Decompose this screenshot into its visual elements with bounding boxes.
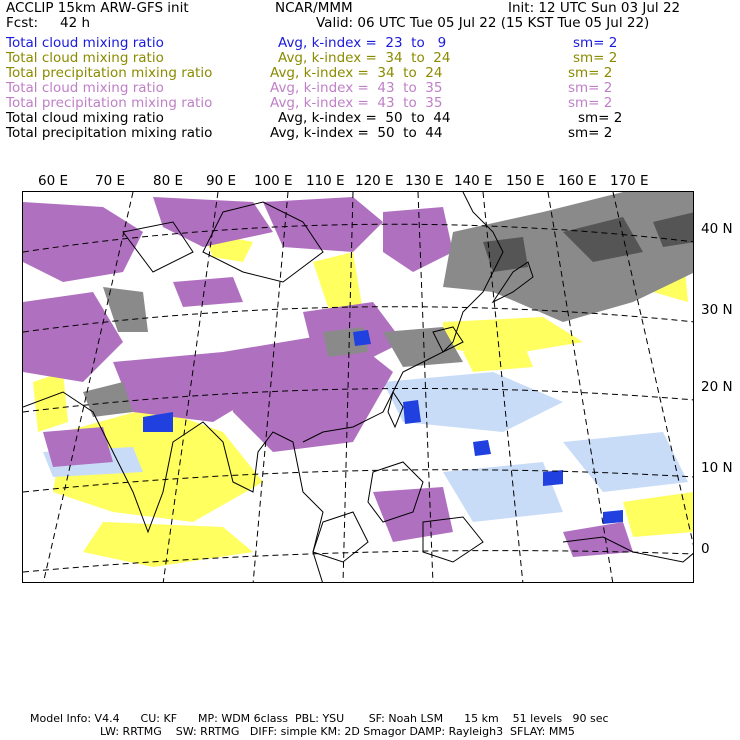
latitude-label: 0: [701, 541, 710, 557]
field-k-index: Avg, k-index = 34 to 24: [278, 50, 451, 66]
fcst-value: 42 h: [60, 15, 91, 31]
latitude-label: 40 N: [701, 221, 733, 237]
fcst-label: Fcst:: [6, 15, 39, 31]
field-name: Total cloud mixing ratio: [6, 35, 164, 51]
field-name: Total cloud mixing ratio: [6, 80, 164, 96]
field-k-index: Avg, k-index = 50 to 44: [278, 110, 451, 126]
field-k-index: Avg, k-index = 23 to 9: [278, 35, 447, 51]
field-k-index: Avg, k-index = 43 to 35: [270, 95, 443, 111]
longitude-label: 130 E: [405, 173, 444, 189]
longitude-label: 110 E: [306, 173, 345, 189]
field-smoothing: sm= 2: [568, 65, 613, 81]
longitude-label: 90 E: [206, 173, 236, 189]
field-smoothing: sm= 2: [573, 35, 618, 51]
field-name: Total cloud mixing ratio: [6, 110, 164, 126]
model-info-line1: Model Info: V4.4 CU: KF MP: WDM 6class PBL: YSU SF: Noah LSM 15 km 51 levels 90 sec: [30, 712, 609, 725]
field-k-index: Avg, k-index = 50 to 44: [270, 125, 443, 141]
field-smoothing: sm= 2: [568, 95, 613, 111]
field-name: Total precipitation mixing ratio: [6, 65, 213, 81]
valid-time: Valid: 06 UTC Tue 05 Jul 22 (15 KST Tue 05 Jul 22): [316, 15, 650, 31]
latitude-label: 20 N: [701, 379, 733, 395]
plot-title: ACCLIP 15km ARW-GFS init: [6, 0, 189, 16]
longitude-label: 150 E: [506, 173, 545, 189]
init-time: Init: 12 UTC Sun 03 Jul 22: [508, 0, 681, 16]
field-smoothing: sm= 2: [573, 50, 618, 66]
longitude-label: 140 E: [454, 173, 493, 189]
field-smoothing: sm= 2: [568, 125, 613, 141]
field-smoothing: sm= 2: [578, 110, 623, 126]
field-name: Total cloud mixing ratio: [6, 50, 164, 66]
latitude-label: 30 N: [701, 302, 733, 318]
longitude-label: 120 E: [355, 173, 394, 189]
field-k-index: Avg, k-index = 34 to 24: [270, 65, 443, 81]
latitude-label: 10 N: [701, 460, 733, 476]
field-k-index: Avg, k-index = 43 to 35: [270, 80, 443, 96]
longitude-label: 100 E: [254, 173, 293, 189]
map-panel: [22, 191, 694, 583]
field-smoothing: sm= 2: [568, 80, 613, 96]
field-name: Total precipitation mixing ratio: [6, 125, 213, 141]
longitude-label: 170 E: [610, 173, 649, 189]
org-label: NCAR/MMM: [275, 0, 353, 16]
longitude-label: 160 E: [558, 173, 597, 189]
longitude-label: 80 E: [153, 173, 183, 189]
model-info-line2: LW: RRTMG SW: RRTMG DIFF: simple KM: 2D Smagor DAMP: Rayleigh3 SFLAY: MM5: [100, 725, 575, 738]
longitude-label: 60 E: [38, 173, 68, 189]
field-name: Total precipitation mixing ratio: [6, 95, 213, 111]
forecast-map: [23, 192, 694, 583]
longitude-label: 70 E: [95, 173, 125, 189]
